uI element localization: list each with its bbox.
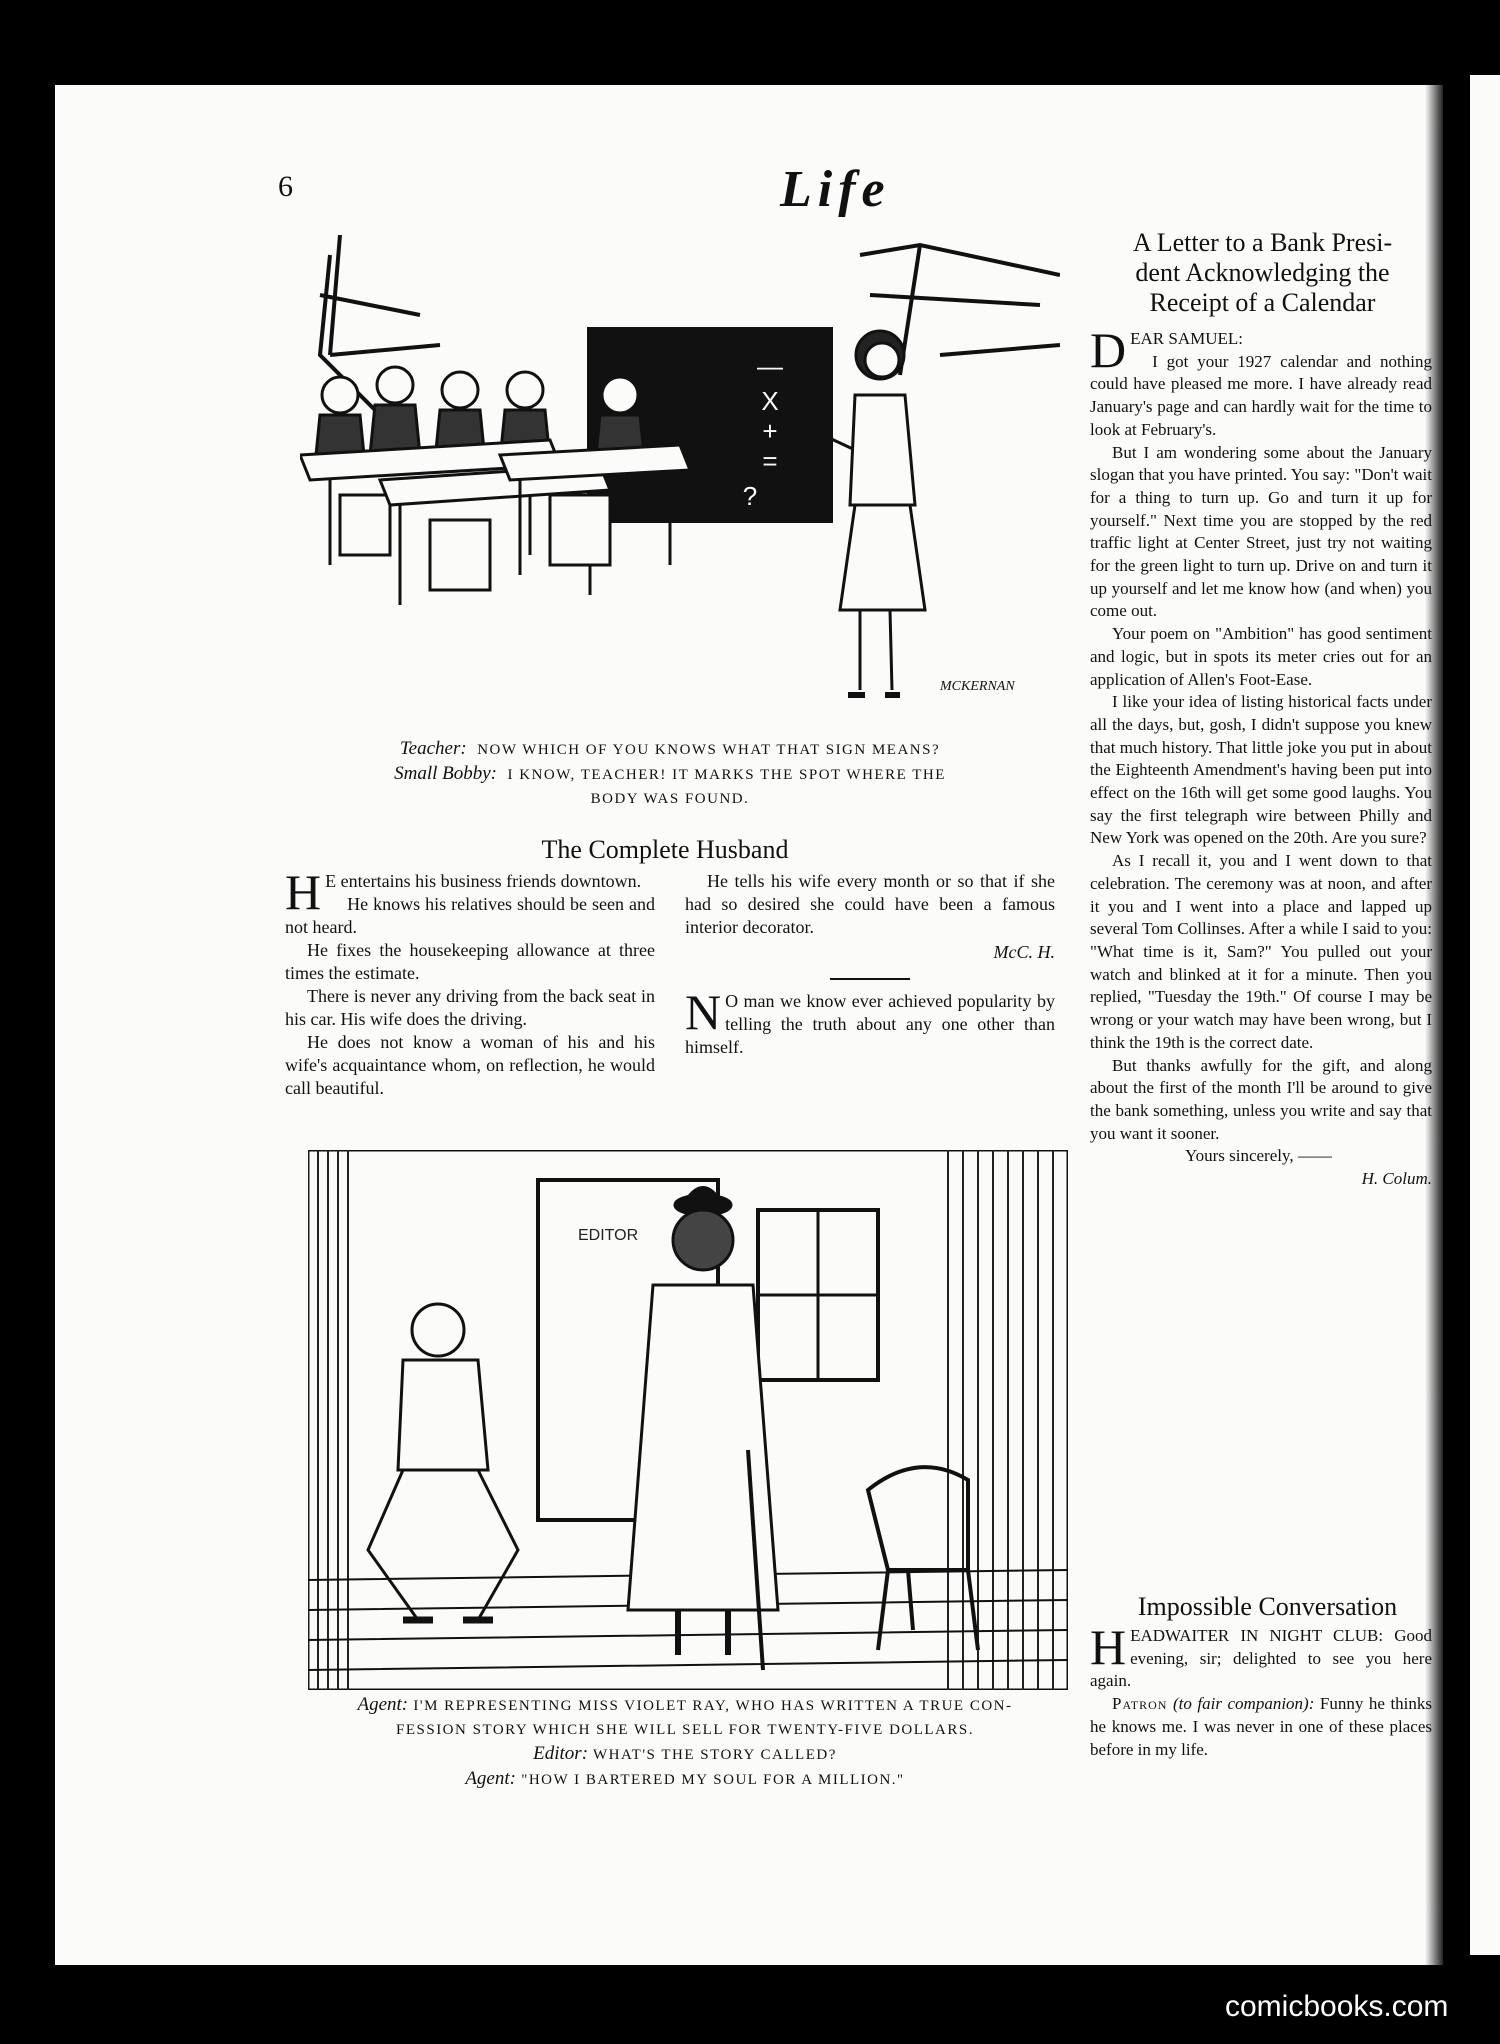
author-initials: McC. H. (993, 942, 1055, 962)
caption-speaker: Teacher: (399, 738, 467, 759)
caption-text: I'M REPRESENTING MISS VIOLET RAY, WHO HAS WRITTEN A TRUE CON- (413, 1698, 1013, 1714)
complete-husband-title: The Complete Husband (541, 835, 789, 864)
caption-line (285, 1693, 1085, 1718)
paragraph-text: Funny he thinks he knows me. I was never in one of these places before in my life. (1090, 1694, 1433, 1759)
caption-line (285, 1767, 1085, 1792)
caption-line (285, 1718, 1085, 1742)
paragraph: But thanks awfully for the gift, and along about the first of the month I'll be around to give the bank something, unless you write and say that you want it sooner. (1090, 1055, 1432, 1143)
editor-office-cartoon (308, 1150, 1068, 1690)
paragraph: He tells his wife every month or so that if she had so desired she could have been a famous interior decorator. (685, 871, 1055, 937)
blackboard-symbol: ? (742, 481, 758, 511)
caption-text: WHAT'S THE STORY CALLED? (593, 1747, 837, 1763)
drop-cap: H (285, 864, 322, 920)
drop-cap: N (685, 984, 722, 1040)
caption-text: "HOW I BARTERED MY SOUL FOR A MILLION." (521, 1772, 905, 1788)
watermark: comicbooks.com (1225, 1990, 1449, 2023)
masthead-title: Life (780, 161, 891, 218)
paragraph: There is never any driving from the back seat in his car. His wife does the driving. (285, 986, 655, 1029)
page-number: 6 (278, 170, 293, 203)
paragraph: I like your idea of listing historical facts under all the days, but, gosh, I didn't suppose you knew that much history. That little joke you put in about the Eighteenth Amendment's having been put into effect on the 16th will get some good laughs. You say the first telegraph wire between Philly and New York was opened on the 20th. Are you sure? (1090, 692, 1432, 848)
paragraph: He knows his relatives should be seen and not heard. (285, 894, 655, 937)
blackboard-symbol: X (761, 386, 779, 416)
letter-title-line: dent Acknowledging the (1135, 258, 1390, 287)
drop-cap: D (1090, 322, 1127, 378)
paragraph: Your poem on "Ambition" has good sentiment and logic, but in spots its meter cries out for an application of Allen's Foot-Ease. (1090, 624, 1432, 689)
blackboard-symbol: + (762, 416, 778, 446)
classroom-cartoon (300, 235, 1060, 735)
blackboard-symbol: = (762, 446, 778, 476)
pupil-figure (370, 367, 420, 455)
paragraph-text: E entertains his business friends downtown. (325, 871, 642, 891)
cartoon2-caption (285, 1693, 1085, 1792)
letter-title (1085, 228, 1440, 318)
caption-speaker: Small Bobby: (394, 763, 497, 784)
caption-speaker: Agent: (465, 1768, 516, 1789)
cartoon1-caption (290, 737, 1050, 811)
letter-signature: H. Colum. (1361, 1169, 1432, 1189)
complete-husband-col-right (685, 870, 1055, 1059)
letter-body (1090, 322, 1432, 1191)
speaker-name: Patron (1112, 1694, 1168, 1714)
impossible-conversation-body (1090, 1619, 1433, 1761)
blackboard-symbol: — (757, 351, 783, 381)
caption-text: BODY WAS FOUND. (590, 791, 750, 807)
stage-direction: (to fair companion): (1173, 1694, 1315, 1714)
salutation: EAR SAMUEL: (1130, 329, 1243, 348)
paragraph: As I recall it, you and I went down to that celebration. The ceremony was at noon, and after it you and I went into a place and lapped up several Tom Collinses. After a while I said to you: "What time is it, Sam?" You pulled out your watch and blinked at it for a minute. Then you replied, "Tuesday the 19th." Of course I may be wrong or your watch may have been wrong, but I think the 19th is the correct date. (1090, 851, 1432, 1052)
drop-cap: H (1090, 1619, 1127, 1675)
caption-text: NOW WHICH OF YOU KNOWS WHAT THAT SIGN MEANS? (477, 742, 941, 758)
impossible-conversation-title: Impossible Conversation (1137, 1592, 1398, 1621)
divider (830, 978, 910, 980)
caption-line (290, 787, 1050, 811)
caption-text: FESSION STORY WHICH SHE WILL SELL FOR TWENTY-FIVE DOLLARS. (396, 1722, 974, 1738)
letter-title-line: A Letter to a Bank Presi- (1132, 228, 1393, 257)
next-page-edge (1470, 75, 1500, 1955)
caption-line (290, 737, 1050, 762)
paragraph: But I am wondering some about the January slogan that you have printed. You say: "Don't wait for a thing to turn up. Go and turn it up for yourself." Next time you are stopped by the red traffic light at Center Street, just try not waiting for the green light to turn up. Drive on and turn it up yourself and let me know how (and when) you come out. (1090, 442, 1432, 621)
complete-husband-col-left (285, 864, 655, 1100)
letter-closing: Yours sincerely, —— (1185, 1146, 1332, 1166)
caption-speaker: Agent: (357, 1694, 409, 1715)
door-lettering: EDITOR (578, 1227, 639, 1244)
caption-line (290, 762, 1050, 787)
paragraph-text: EADWAITER IN NIGHT CLUB: Good evening, sir; delighted to see you here again. (1090, 1626, 1432, 1691)
paragraph: I got your 1927 calendar and nothing could have pleased me more. I have already read January's page and can hardly wait for the time to look at February's. (1090, 351, 1432, 439)
caption-line (285, 1742, 1085, 1767)
artist-signature: MCKERNAN (940, 679, 1015, 694)
paragraph-text: O man we know ever achieved popularity by telling the truth about any one other than himself. (685, 991, 1055, 1057)
caption-speaker: Editor: (533, 1743, 589, 1764)
paragraph: He fixes the housekeeping allowance at three times the estimate. (285, 940, 655, 983)
caption-text: I KNOW, TEACHER! IT MARKS THE SPOT WHERE THE (507, 767, 946, 783)
paragraph: He does not know a woman of his and his wife's acquaintance whom, on reflection, he would call beautiful. (285, 1032, 655, 1098)
letter-title-line: Receipt of a Calendar (1149, 288, 1376, 317)
